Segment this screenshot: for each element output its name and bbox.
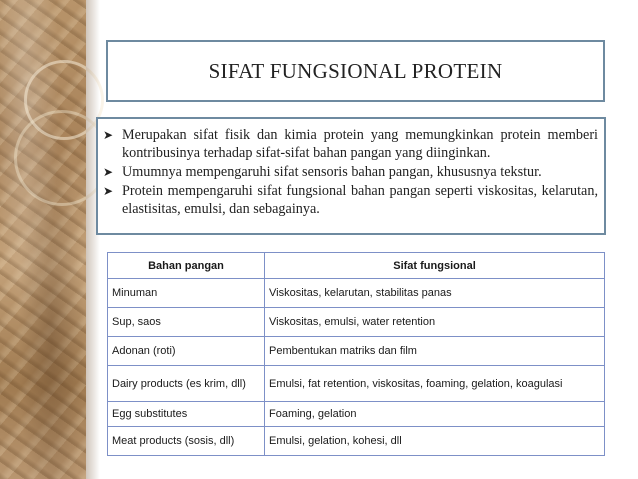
arrow-bullet-icon: ➤	[103, 165, 114, 179]
texture-edge-shadow	[86, 0, 100, 479]
table-cell: Sup, saos	[108, 308, 265, 337]
header-sifat-fungsional: Sifat fungsional	[265, 253, 605, 279]
table-row	[108, 308, 605, 337]
table-row	[108, 366, 605, 402]
table-cell: Dairy products (es krim, dll)	[108, 366, 265, 402]
slide-title: SIFAT FUNGSIONAL PROTEIN	[208, 58, 503, 83]
bullet-item	[102, 126, 598, 162]
paper-texture-decoration	[0, 0, 86, 479]
bullet-box	[96, 117, 606, 235]
table-cell: Meat products (sosis, dll)	[108, 427, 265, 456]
table-cell: Emulsi, gelation, kohesi, dll	[265, 427, 605, 456]
table-row	[108, 337, 605, 366]
bullet-text: Protein mempengaruhi sifat fungsional bahan pangan seperti viskositas, kelarutan, elastisitas, emulsi, dan sebagainya.	[122, 183, 598, 217]
table-cell: Foaming, gelation	[265, 402, 605, 427]
arrow-bullet-icon: ➤	[103, 128, 114, 142]
table-cell: Adonan (roti)	[108, 337, 265, 366]
table-cell: Emulsi, fat retention, viskositas, foaming, gelation, koagulasi	[265, 366, 605, 402]
protein-function-table	[107, 252, 605, 456]
table-row	[108, 279, 605, 308]
table-cell: Minuman	[108, 279, 265, 308]
bullet-item	[102, 182, 598, 218]
bullet-text: Merupakan sifat fisik dan kimia protein yang memungkinkan protein memberi kontribusinya terhadap sifat-sifat bahan pangan yang diinginkan.	[122, 127, 598, 161]
header-bahan-pangan: Bahan pangan	[108, 253, 265, 279]
arrow-bullet-icon: ➤	[103, 184, 114, 198]
bullet-text: Umumnya mempengaruhi sifat sensoris bahan pangan, khususnya tekstur.	[122, 164, 542, 180]
table-cell: Egg substitutes	[108, 402, 265, 427]
table-cell: Pembentukan matriks dan film	[265, 337, 605, 366]
title-box	[106, 40, 605, 102]
table-row	[108, 427, 605, 456]
table-cell: Viskositas, kelarutan, stabilitas panas	[265, 279, 605, 308]
table-row	[108, 402, 605, 427]
bullet-item	[102, 163, 598, 181]
table-header-row	[108, 253, 605, 279]
table-cell: Viskositas, emulsi, water retention	[265, 308, 605, 337]
